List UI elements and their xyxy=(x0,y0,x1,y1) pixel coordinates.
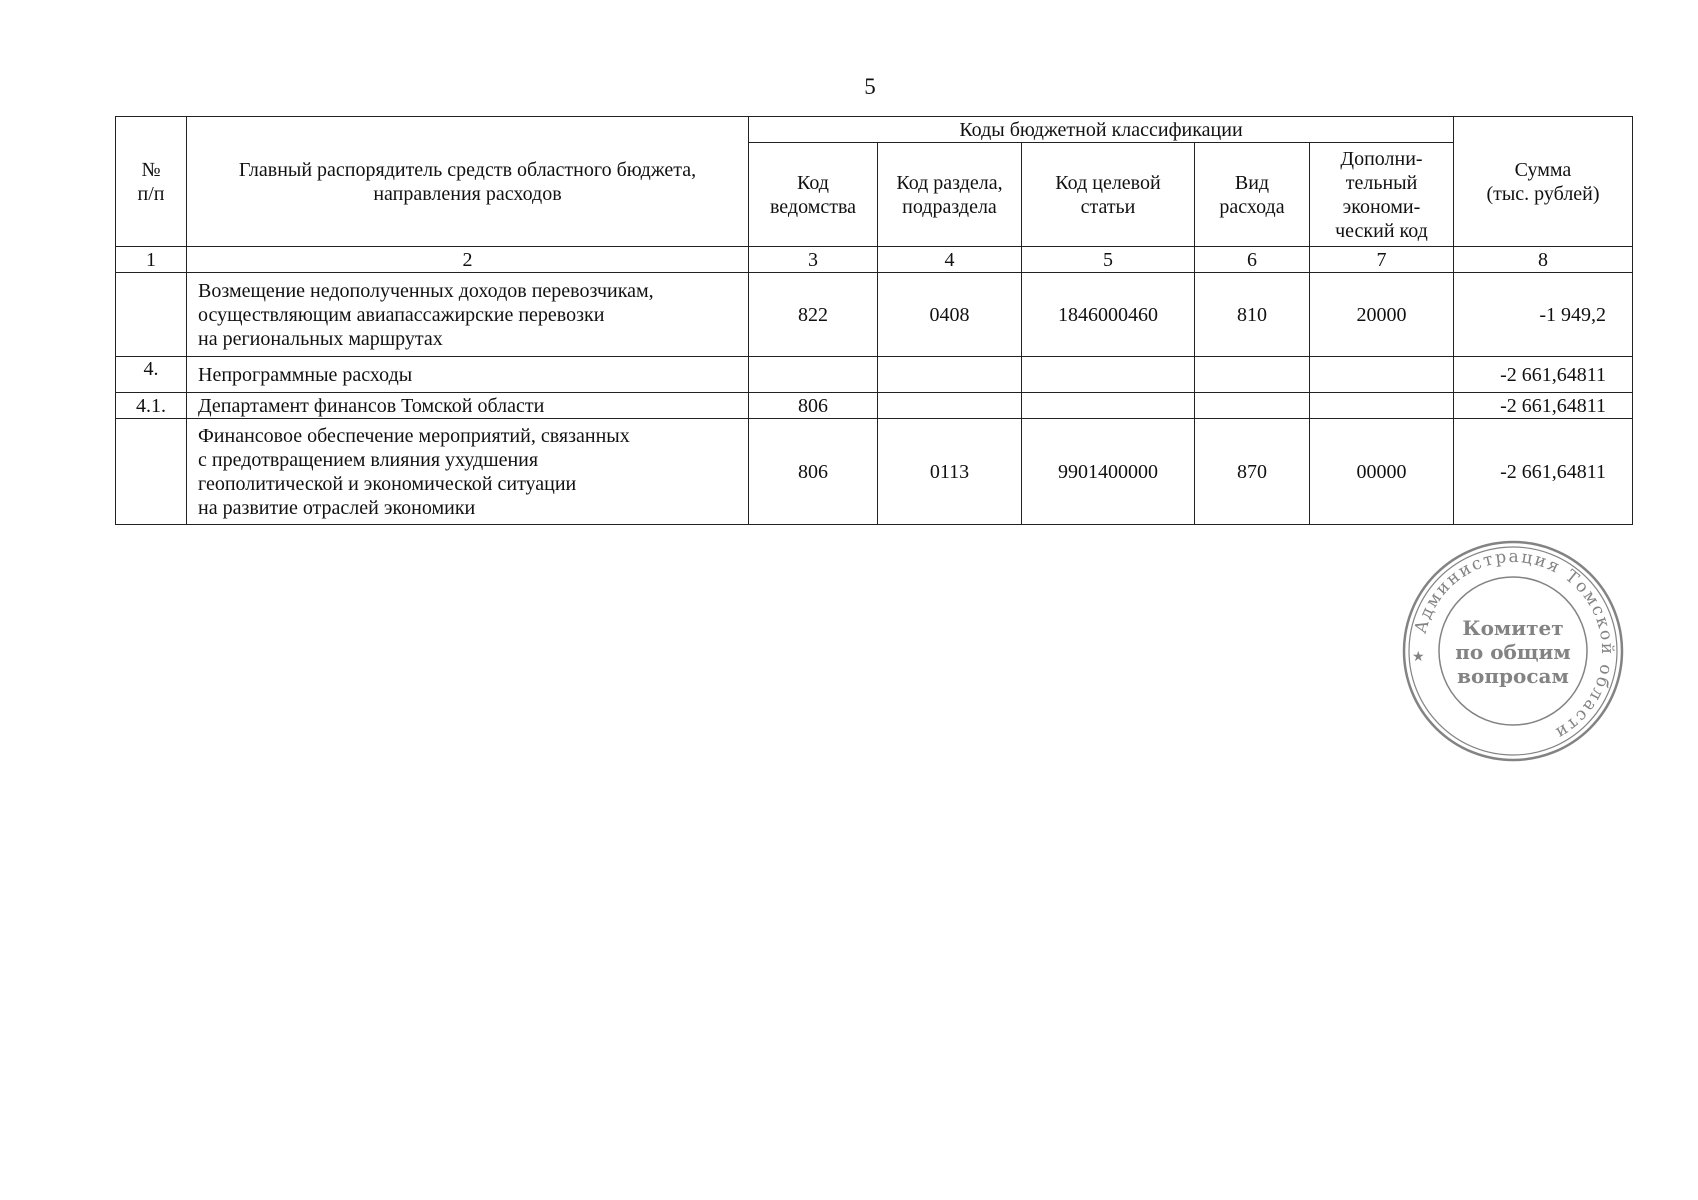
row-type xyxy=(1195,357,1310,393)
row-section: 0408 xyxy=(878,273,1022,357)
row-sum: -2 661,64811 xyxy=(1454,393,1633,419)
row-num xyxy=(116,419,187,525)
row-target xyxy=(1022,393,1195,419)
row-type xyxy=(1195,393,1310,419)
header-distributor: Главный распорядитель средств областного бюджета, направления расходов xyxy=(187,117,749,247)
column-number: 7 xyxy=(1310,247,1454,273)
header-expense-type: Вид расхода xyxy=(1195,143,1310,247)
row-sum: -2 661,64811 xyxy=(1454,357,1633,393)
column-number: 2 xyxy=(187,247,749,273)
table-row xyxy=(116,393,1633,419)
row-target: 1846000460 xyxy=(1022,273,1195,357)
row-extra: 00000 xyxy=(1310,419,1454,525)
header-sum: Сумма (тыс. рублей) xyxy=(1454,117,1633,247)
row-sum: -2 661,64811 xyxy=(1454,419,1633,525)
header-extra-code: Дополни- тельный экономи- ческий код xyxy=(1310,143,1454,247)
row-name: Непрограммные расходы xyxy=(187,357,749,393)
header-row-top xyxy=(116,117,1633,143)
header-section-code: Код раздела, подраздела xyxy=(878,143,1022,247)
row-section xyxy=(878,393,1022,419)
row-dept: 822 xyxy=(749,273,878,357)
header-target-code: Код целевой статьи xyxy=(1022,143,1195,247)
row-extra xyxy=(1310,393,1454,419)
column-number: 8 xyxy=(1454,247,1633,273)
column-number: 4 xyxy=(878,247,1022,273)
table-row xyxy=(116,357,1633,393)
star-icon: ★ xyxy=(1412,649,1425,665)
stamp-center-line: Комитет xyxy=(1462,616,1564,640)
row-target xyxy=(1022,357,1195,393)
row-name: Возмещение недополученных доходов перевозчикам, осуществляющим авиапассажирские перевозки на региональных маршрутах xyxy=(187,273,749,357)
row-dept: 806 xyxy=(749,393,878,419)
column-number-row xyxy=(116,247,1633,273)
official-stamp xyxy=(1400,538,1626,764)
column-number: 5 xyxy=(1022,247,1195,273)
row-dept: 806 xyxy=(749,419,878,525)
row-extra: 20000 xyxy=(1310,273,1454,357)
table-row xyxy=(116,419,1633,525)
row-dept xyxy=(749,357,878,393)
row-num xyxy=(116,273,187,357)
column-number: 3 xyxy=(749,247,878,273)
row-type: 870 xyxy=(1195,419,1310,525)
row-num: 4.1. xyxy=(116,393,187,419)
header-num: № п/п xyxy=(116,117,187,247)
row-type: 810 xyxy=(1195,273,1310,357)
row-name: Департамент финансов Томской области xyxy=(187,393,749,419)
row-extra xyxy=(1310,357,1454,393)
row-name: Финансовое обеспечение мероприятий, связанных с предотвращением влияния ухудшения геополитической и экономической ситуации на развитие отраслей экономики xyxy=(187,419,749,525)
row-section xyxy=(878,357,1022,393)
row-target: 9901400000 xyxy=(1022,419,1195,525)
page-number: 5 xyxy=(864,74,876,99)
row-sum: -1 949,2 xyxy=(1454,273,1633,357)
column-number: 1 xyxy=(116,247,187,273)
stamp-center-line: по общим xyxy=(1455,640,1571,664)
header-codes-group: Коды бюджетной классификации xyxy=(749,117,1454,143)
stamp-center-line: вопросам xyxy=(1457,664,1569,688)
stamp-ring-text: Администрация Томской области xyxy=(1410,546,1618,744)
budget-table xyxy=(115,116,1633,525)
table-row xyxy=(116,273,1633,357)
column-number: 6 xyxy=(1195,247,1310,273)
row-num: 4. xyxy=(116,357,187,393)
header-dept-code: Код ведомства xyxy=(749,143,878,247)
row-section: 0113 xyxy=(878,419,1022,525)
